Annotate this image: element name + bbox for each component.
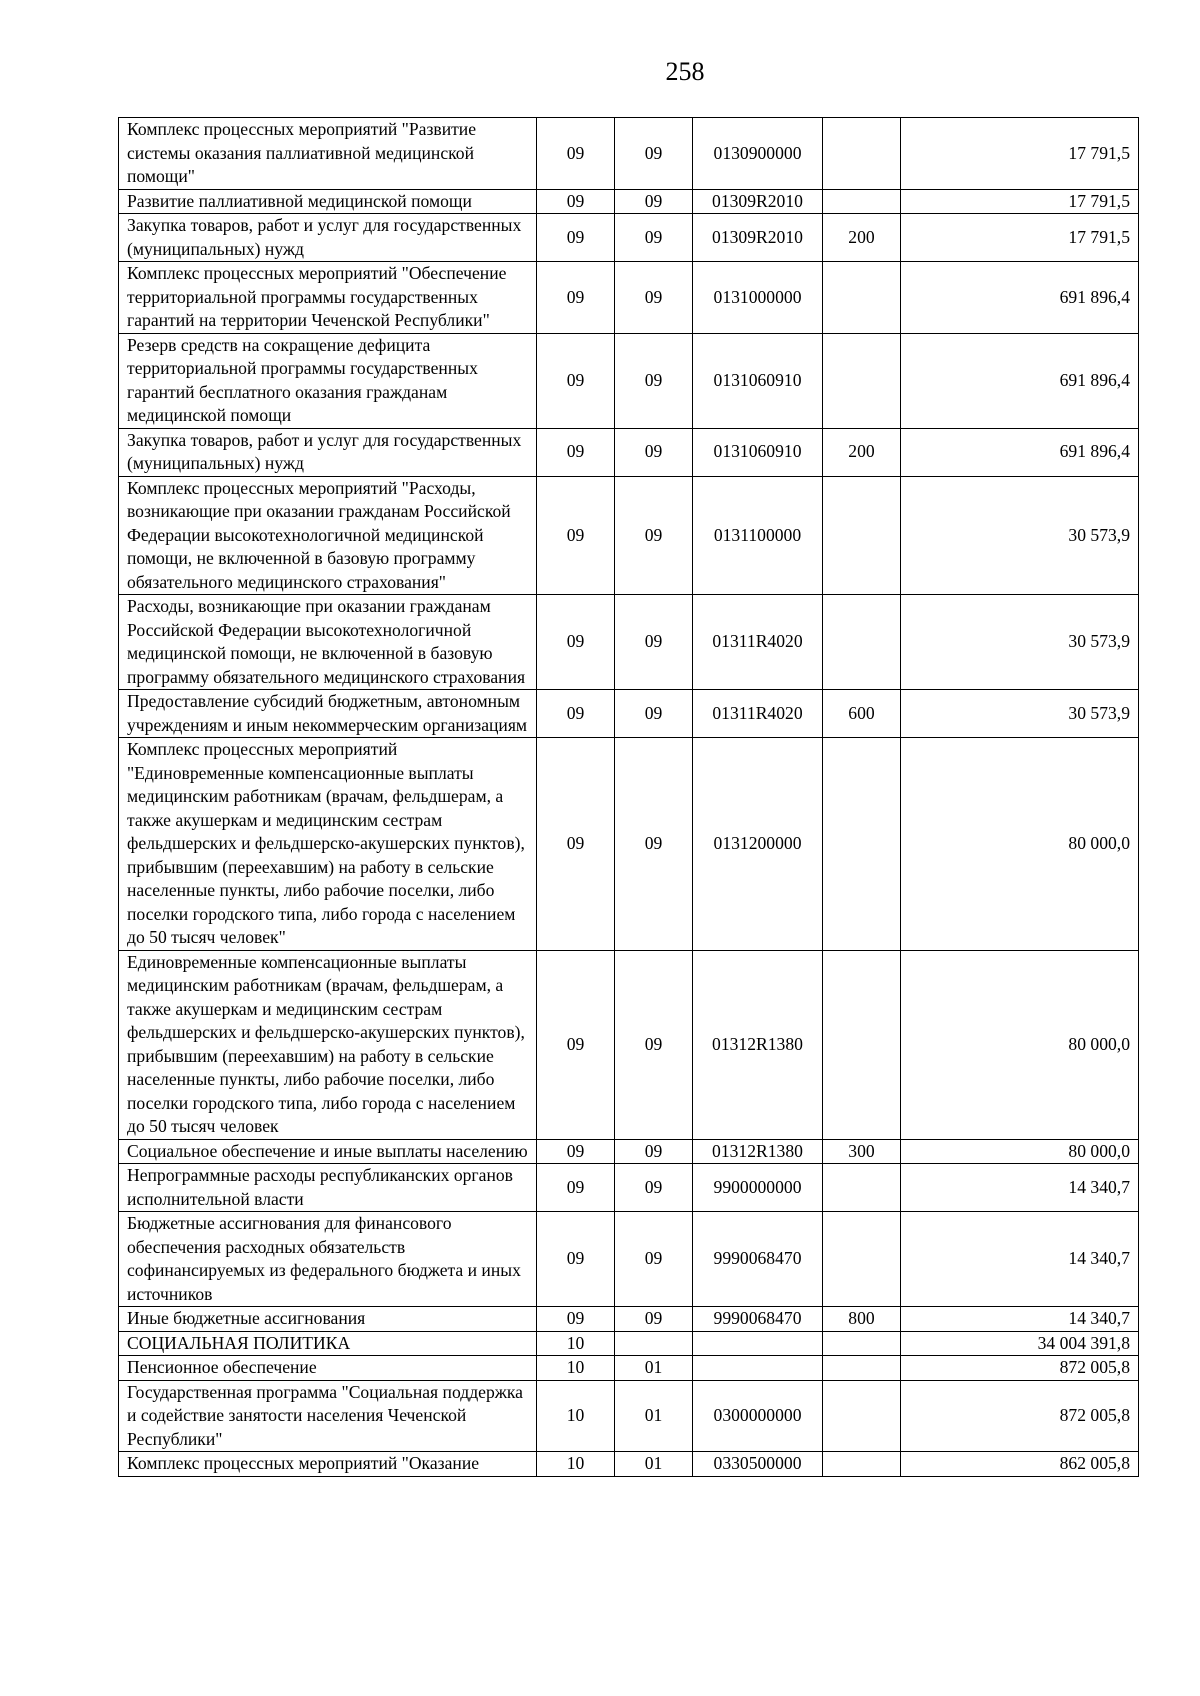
row-target-article: 01309R2010: [693, 189, 823, 214]
row-expense-type: [823, 1380, 901, 1452]
row-expense-type: 200: [823, 214, 901, 262]
table-row: [119, 214, 1139, 262]
row-sum: 80 000,0: [901, 1139, 1139, 1164]
row-name: Предоставление субсидий бюджетным, автономным учреждениям и иным некоммерческим организациям: [119, 690, 537, 738]
row-expense-type: [823, 1212, 901, 1307]
row-target-article: 01309R2010: [693, 214, 823, 262]
row-target-article: 0131060910: [693, 428, 823, 476]
row-expense-type: [823, 118, 901, 190]
row-sum: 14 340,7: [901, 1307, 1139, 1332]
row-section: 09: [537, 595, 615, 690]
row-section: 09: [537, 214, 615, 262]
row-name: Комплекс процессных мероприятий "Развитие системы оказания паллиативной медицинской помощи": [119, 118, 537, 190]
row-sum: 17 791,5: [901, 189, 1139, 214]
row-section: 10: [537, 1452, 615, 1477]
row-name: Иные бюджетные ассигнования: [119, 1307, 537, 1332]
row-name: Социальное обеспечение и иные выплаты населению: [119, 1139, 537, 1164]
row-target-article: 01312R1380: [693, 1139, 823, 1164]
row-name: Непрограммные расходы республиканских органов исполнительной власти: [119, 1164, 537, 1212]
table-row: [119, 595, 1139, 690]
row-target-article: 0131100000: [693, 476, 823, 595]
row-expense-type: 200: [823, 428, 901, 476]
row-section: 10: [537, 1380, 615, 1452]
table-row: [119, 1452, 1139, 1477]
row-expense-type: 800: [823, 1307, 901, 1332]
row-target-article: 9900000000: [693, 1164, 823, 1212]
row-subsection: 09: [615, 950, 693, 1139]
table-row: [119, 118, 1139, 190]
row-section: 10: [537, 1331, 615, 1356]
row-sum: 17 791,5: [901, 214, 1139, 262]
row-expense-type: [823, 1452, 901, 1477]
row-section: 09: [537, 1139, 615, 1164]
row-expense-type: 600: [823, 690, 901, 738]
row-expense-type: [823, 189, 901, 214]
row-sum: 862 005,8: [901, 1452, 1139, 1477]
table-row: [119, 1356, 1139, 1381]
table-row: [119, 1212, 1139, 1307]
row-subsection: 09: [615, 189, 693, 214]
row-subsection: 09: [615, 738, 693, 951]
row-name: СОЦИАЛЬНАЯ ПОЛИТИКА: [119, 1331, 537, 1356]
row-name: Закупка товаров, работ и услуг для государственных (муниципальных) нужд: [119, 214, 537, 262]
row-subsection: 09: [615, 690, 693, 738]
row-section: 09: [537, 333, 615, 428]
table-row: [119, 1380, 1139, 1452]
row-name: Комплекс процессных мероприятий "Оказание: [119, 1452, 537, 1477]
budget-table: [118, 117, 1139, 1477]
row-target-article: 0300000000: [693, 1380, 823, 1452]
row-expense-type: [823, 262, 901, 334]
row-target-article: 0130900000: [693, 118, 823, 190]
row-section: 10: [537, 1356, 615, 1381]
row-name: Закупка товаров, работ и услуг для государственных (муниципальных) нужд: [119, 428, 537, 476]
row-sum: 17 791,5: [901, 118, 1139, 190]
row-expense-type: [823, 333, 901, 428]
row-subsection: 01: [615, 1380, 693, 1452]
row-section: 09: [537, 1212, 615, 1307]
row-section: 09: [537, 738, 615, 951]
row-subsection: 09: [615, 118, 693, 190]
row-name: Комплекс процессных мероприятий "Расходы, возникающие при оказании гражданам Российской Федерации высокотехнологичной медицинской помощи, не включенной в базовую программу обязательного медицинского страхования": [119, 476, 537, 595]
row-subsection: 09: [615, 595, 693, 690]
row-expense-type: [823, 950, 901, 1139]
page-number: 258: [665, 57, 705, 86]
row-expense-type: [823, 1356, 901, 1381]
row-target-article: 9990068470: [693, 1212, 823, 1307]
row-target-article: 0131060910: [693, 333, 823, 428]
row-sum: 872 005,8: [901, 1356, 1139, 1381]
row-sum: 80 000,0: [901, 738, 1139, 951]
row-expense-type: [823, 1164, 901, 1212]
row-name: Расходы, возникающие при оказании гражданам Российской Федерации высокотехнологичной медицинской помощи, не включенной в базовую программу обязательного медицинского страхования: [119, 595, 537, 690]
row-section: 09: [537, 476, 615, 595]
row-expense-type: [823, 738, 901, 951]
row-subsection: 01: [615, 1356, 693, 1381]
row-subsection: 09: [615, 1212, 693, 1307]
row-subsection: 09: [615, 333, 693, 428]
row-target-article: [693, 1331, 823, 1356]
table-row: [119, 189, 1139, 214]
row-subsection: 09: [615, 1164, 693, 1212]
row-target-article: 01311R4020: [693, 690, 823, 738]
table-row: [119, 738, 1139, 951]
row-target-article: 01312R1380: [693, 950, 823, 1139]
row-section: 09: [537, 118, 615, 190]
row-name: Государственная программа "Социальная поддержка и содействие занятости населения Чеченской Республики": [119, 1380, 537, 1452]
row-subsection: 09: [615, 428, 693, 476]
table-row: [119, 1139, 1139, 1164]
row-target-article: 0131200000: [693, 738, 823, 951]
table-row: [119, 950, 1139, 1139]
row-sum: 691 896,4: [901, 333, 1139, 428]
row-sum: 34 004 391,8: [901, 1331, 1139, 1356]
row-sum: 691 896,4: [901, 428, 1139, 476]
row-expense-type: [823, 1331, 901, 1356]
row-sum: 14 340,7: [901, 1164, 1139, 1212]
row-sum: 80 000,0: [901, 950, 1139, 1139]
row-section: 09: [537, 428, 615, 476]
row-subsection: 09: [615, 214, 693, 262]
row-section: 09: [537, 1307, 615, 1332]
row-subsection: 09: [615, 1139, 693, 1164]
row-section: 09: [537, 262, 615, 334]
table-row: [119, 262, 1139, 334]
row-subsection: 09: [615, 262, 693, 334]
row-target-article: 0131000000: [693, 262, 823, 334]
row-subsection: 09: [615, 1307, 693, 1332]
row-sum: 14 340,7: [901, 1212, 1139, 1307]
row-expense-type: 300: [823, 1139, 901, 1164]
table-row: [119, 690, 1139, 738]
row-sum: 30 573,9: [901, 690, 1139, 738]
table-row: [119, 1307, 1139, 1332]
row-name: Пенсионное обеспечение: [119, 1356, 537, 1381]
row-name: Комплекс процессных мероприятий "Единовременные компенсационные выплаты медицинским работникам (врачам, фельдшерам, а также акушеркам и медицинским сестрам фельдшерских и фельдшерско-акушерских пунктов), прибывшим (переехавшим) на работу в сельские населенные пункты, либо рабочие поселки, либо поселки городского типа, либо города с населением до 50 тысяч человек": [119, 738, 537, 951]
row-target-article: 01311R4020: [693, 595, 823, 690]
row-section: 09: [537, 189, 615, 214]
row-section: 09: [537, 1164, 615, 1212]
table-row: [119, 333, 1139, 428]
row-target-article: 0330500000: [693, 1452, 823, 1477]
row-subsection: 01: [615, 1452, 693, 1477]
row-sum: 30 573,9: [901, 476, 1139, 595]
row-name: Единовременные компенсационные выплаты медицинским работникам (врачам, фельдшерам, а также акушеркам и медицинским сестрам фельдшерских и фельдшерско-акушерских пунктов), прибывшим (переехавшим) на работу в сельские населенные пункты, либо рабочие поселки, либо поселки городского типа, либо города с населением до 50 тысяч человек: [119, 950, 537, 1139]
row-target-article: 9990068470: [693, 1307, 823, 1332]
table-row: [119, 428, 1139, 476]
table-row: [119, 476, 1139, 595]
row-expense-type: [823, 476, 901, 595]
row-section: 09: [537, 690, 615, 738]
row-subsection: [615, 1331, 693, 1356]
row-name: Резерв средств на сокращение дефицита территориальной программы государственных гарантий бесплатного оказания гражданам медицинской помощи: [119, 333, 537, 428]
row-name: Развитие паллиативной медицинской помощи: [119, 189, 537, 214]
row-section: 09: [537, 950, 615, 1139]
row-subsection: 09: [615, 476, 693, 595]
table-row: [119, 1164, 1139, 1212]
row-sum: 691 896,4: [901, 262, 1139, 334]
row-name: Комплекс процессных мероприятий "Обеспечение территориальной программы государственных гарантий на территории Чеченской Республики": [119, 262, 537, 334]
row-sum: 30 573,9: [901, 595, 1139, 690]
row-expense-type: [823, 595, 901, 690]
row-name: Бюджетные ассигнования для финансового обеспечения расходных обязательств софинансируемых из федерального бюджета и иных источников: [119, 1212, 537, 1307]
row-sum: 872 005,8: [901, 1380, 1139, 1452]
table-row: [119, 1331, 1139, 1356]
row-target-article: [693, 1356, 823, 1381]
